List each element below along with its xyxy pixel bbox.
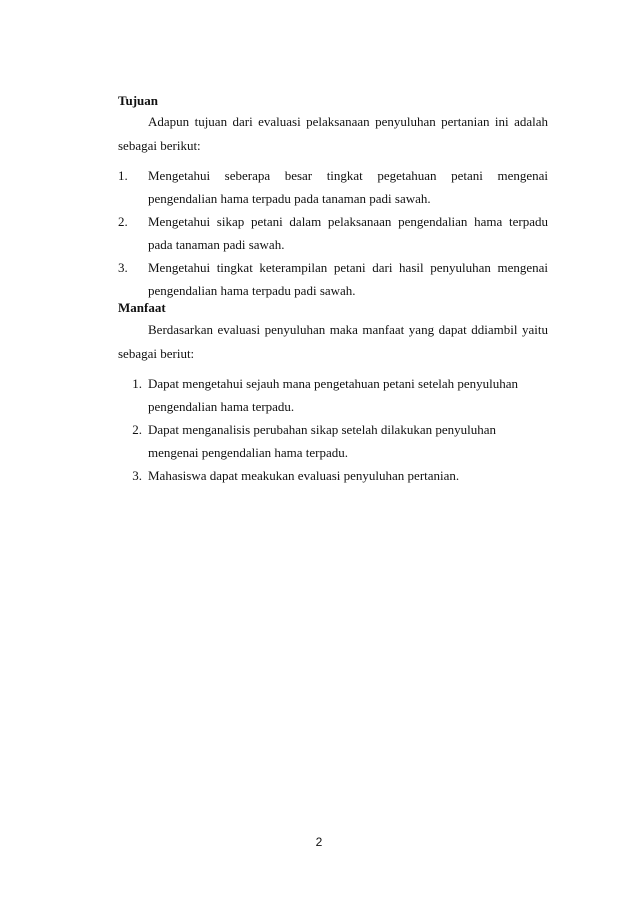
list-item-text: Mengetahui sikap petani dalam pelaksanaan pengendalian hama terpadu pada tanaman padi sawah. [148, 214, 548, 252]
manfaat-intro-paragraph: Berdasarkan evaluasi penyuluhan maka manfaat yang dapat ddiambil yaitu sebagai beriut: [118, 322, 548, 361]
list-item [118, 418, 548, 464]
tujuan-list [118, 164, 548, 302]
section-heading-manfaat: Manfaat [118, 300, 166, 315]
list-item [118, 164, 548, 210]
list-item-text: Mengetahui seberapa besar tingkat pegetahuan petani mengenai pengendalian hama terpadu pada tanaman padi sawah. [148, 168, 548, 206]
manfaat-list [118, 372, 548, 487]
list-number: 1. [118, 168, 128, 183]
section-heading-tujuan: Tujuan [118, 93, 158, 108]
list-item [118, 464, 548, 487]
list-number: 2. [132, 422, 142, 437]
list-item-text: Dapat menganalisis perubahan sikap setelah dilakukan penyuluhan [148, 422, 497, 437]
list-number: 1. [132, 376, 142, 391]
list-number: 2. [118, 214, 128, 229]
page-number: 2 [315, 835, 323, 849]
list-item-text-continued: mengenai pengendalian hama terpadu. [148, 445, 348, 460]
list-item-text-continued: pengendalian hama terpadu. [148, 399, 295, 414]
list-item-text: Dapat mengetahui sejauh mana pengetahuan petani setelah penyuluhan [148, 376, 518, 391]
tujuan-intro-paragraph: Adapun tujuan dari evaluasi pelaksanaan penyuluhan pertanian ini adalah sebagai berikut: [118, 114, 548, 153]
list-item [118, 372, 548, 418]
list-item [118, 256, 548, 302]
list-item [118, 210, 548, 256]
list-number: 3. [132, 468, 142, 483]
list-item-text: Mahasiswa dapat meakukan evaluasi penyuluhan pertanian. [148, 468, 460, 483]
list-number: 3. [118, 260, 128, 275]
list-item-text: Mengetahui tingkat keterampilan petani dari hasil penyuluhan mengenai pengendalian hama terpadu padi sawah. [148, 260, 548, 298]
